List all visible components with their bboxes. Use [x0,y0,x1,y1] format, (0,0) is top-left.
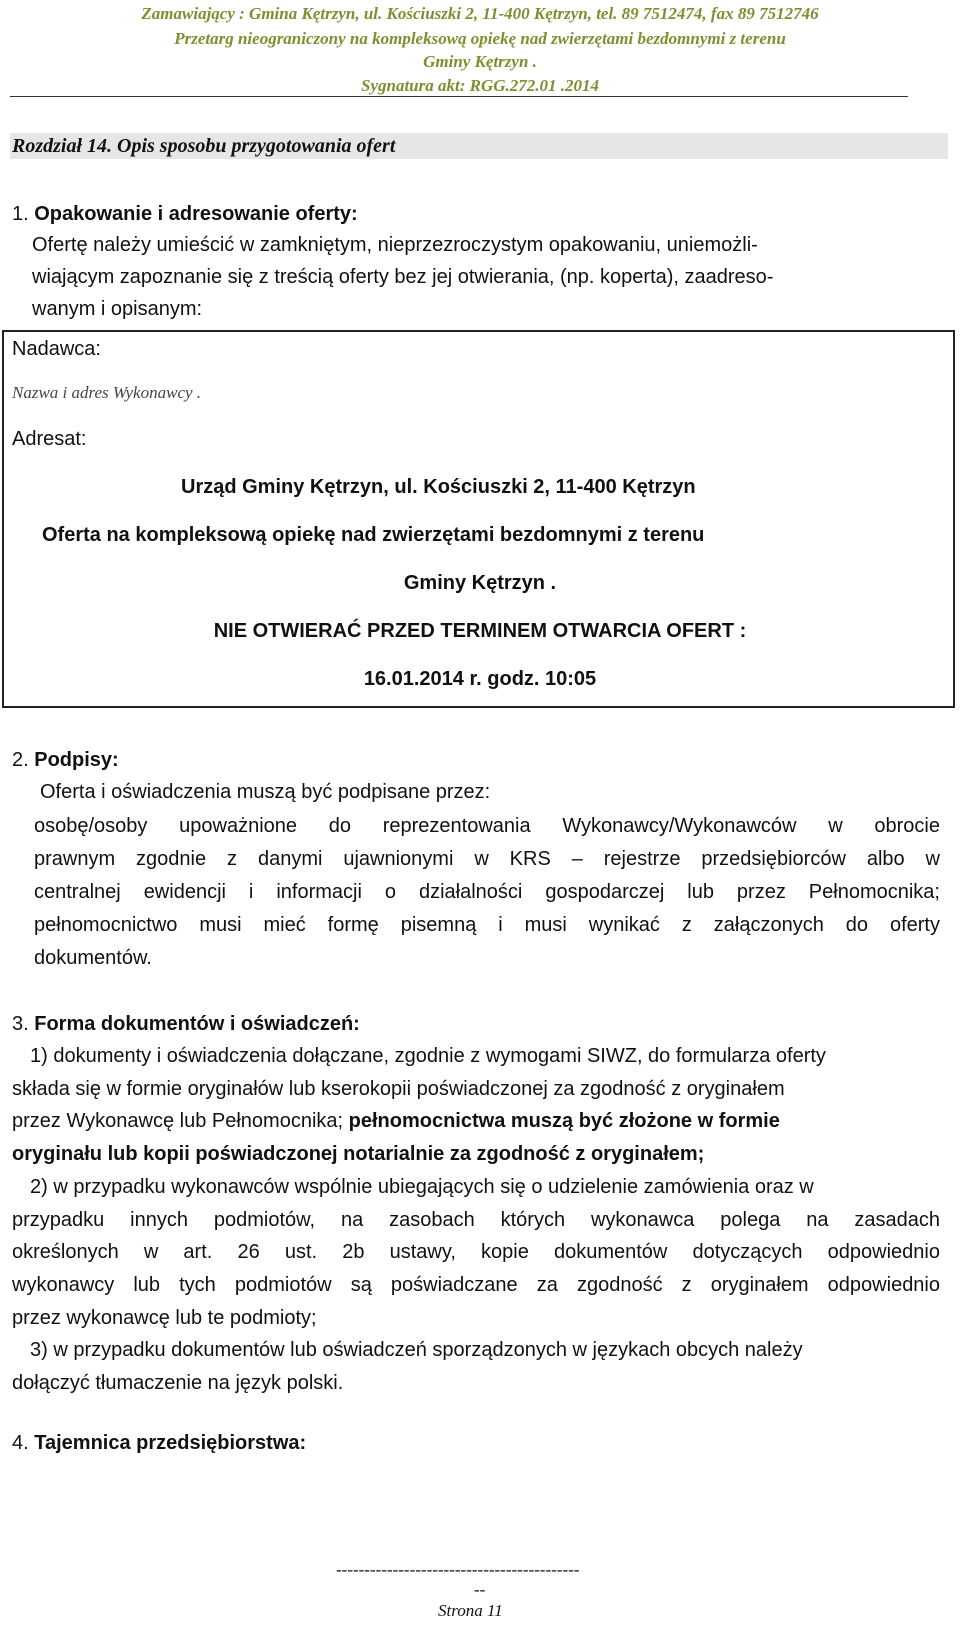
opening-deadline: 16.01.2014 r. godz. 10:05 [363,668,597,690]
section2-intro: Oferta i oświadczenia muszą być podpisane przez: [40,781,491,803]
section1-line: wiającym zapoznanie się z treścią oferty bez jej otwierania, (np. koperta), zaadreso- [32,266,774,288]
do-not-open-warning: NIE OTWIERAĆ PRZED TERMINEM OTWARCIA OFERT : [213,620,747,642]
section2-line: prawnym zgodnie z danymi ujawnionymi w KRS – rejestrze przedsiębiorców albo w [34,848,940,870]
section2-line: osobę/osoby upoważnione do reprezentowania Wykonawcy/Wykonawców w obrocie [34,815,940,837]
header-line-tender-title: Przetarg nieograniczony na kompleksową opiekę nad zwierzętami bezdomnymi z terenu [174,29,786,48]
section1-heading [12,203,358,226]
section3-point1-text: przez Wykonawcę lub Pełnomocnika; [12,1110,349,1132]
footer-separator: ------------------------------------------- [336,1560,580,1579]
header-line-case-signature: Sygnatura akt: RGG.272.01 .2014 [360,76,600,95]
section3-point1-emphasis: pełnomocnictwa muszą być złożone w formie [348,1110,780,1132]
section3-point2-line: przypadku innych podmiotów, na zasobach których wykonawca polega na zasadach [12,1209,940,1231]
offer-subject: Oferta na kompleksową opiekę nad zwierzętami bezdomnymi z terenu [42,524,705,546]
section2-number: 2. [12,749,29,771]
section2-heading [12,749,119,772]
section2-line-last: dokumentów. [34,947,152,969]
footer-separator-short: -- [474,1580,486,1599]
section2-line: centralnej ewidencji i informacji o działalności gospodarczej lub przez Pełnomocnika; [34,881,940,903]
section1-line: Ofertę należy umieścić w zamkniętym, nieprzezroczystym opakowaniu, uniemożli- [32,234,758,256]
section3-number: 3. [12,1013,29,1035]
section3-point2-line-last: przez wykonawcę lub te podmioty; [12,1307,317,1329]
section3-point2-line: wykonawcy lub tych podmiotów są poświadczane za zgodność z oryginałem odpowiednio [12,1274,940,1296]
section4-number: 4. [12,1432,29,1454]
section3-point1-emphasis-cont: oryginału lub kopii poświadczonej notarialnie za zgodność z oryginałem; [12,1143,705,1165]
sender-label: Nadawca: [12,338,101,360]
sender-value: Nazwa i adres Wykonawcy . [12,383,202,402]
section1-number: 1. [12,203,29,225]
section3-title: Forma dokumentów i oświadczeń: [34,1013,360,1035]
header-line-contracting-authority: Zamawiający : Gmina Kętrzyn, ul. Kościuszki 2, 11-400 Kętrzyn, tel. 89 7512474, fax 89 7512746 [141,4,819,23]
section2-title: Podpisy: [34,749,119,771]
recipient-label: Adresat: [12,428,87,450]
section4-heading [12,1432,306,1455]
header-line-tender-title-cont: Gminy Kętrzyn . [423,52,537,71]
header-divider [10,96,908,97]
section3-point1-line [12,1110,780,1133]
section3-point1-line: składa się w formie oryginałów lub kserokopii poświadczonej za zgodność z oryginałem [12,1078,785,1100]
section3-point3-line: 3) w przypadku dokumentów lub oświadczeń sporządzonych w językach obcych należy [30,1339,803,1361]
section3-point1-line: 1) dokumenty i oświadczenia dołączane, zgodnie z wymogami SIWZ, do formularza oferty [30,1045,826,1067]
offer-subject-cont: Gminy Kętrzyn . [403,572,557,594]
section1-title: Opakowanie i adresowanie oferty: [34,203,358,225]
recipient-address: Urząd Gminy Kętrzyn, ul. Kościuszki 2, 11-400 Kętrzyn [181,476,696,498]
section3-point3-line: dołączyć tłumaczenie na język polski. [12,1372,344,1394]
section1-line: wanym i opisanym: [32,298,203,320]
chapter-title: Rozdział 14. Opis sposobu przygotowania ofert [12,135,396,157]
section4-title: Tajemnica przedsiębiorstwa: [34,1432,307,1454]
section3-heading [12,1013,360,1036]
section2-line: pełnomocnictwo musi mieć formę pisemną i musi wynikać z załączonych do oferty [34,914,940,936]
section3-point2-line: 2) w przypadku wykonawców wspólnie ubiegających się o udzielenie zamówienia oraz w [30,1176,814,1198]
page-number: Strona 11 [438,1601,503,1620]
section3-point2-line: określonych w art. 26 ust. 2b ustawy, kopie dokumentów dotyczących odpowiednio [12,1241,940,1263]
